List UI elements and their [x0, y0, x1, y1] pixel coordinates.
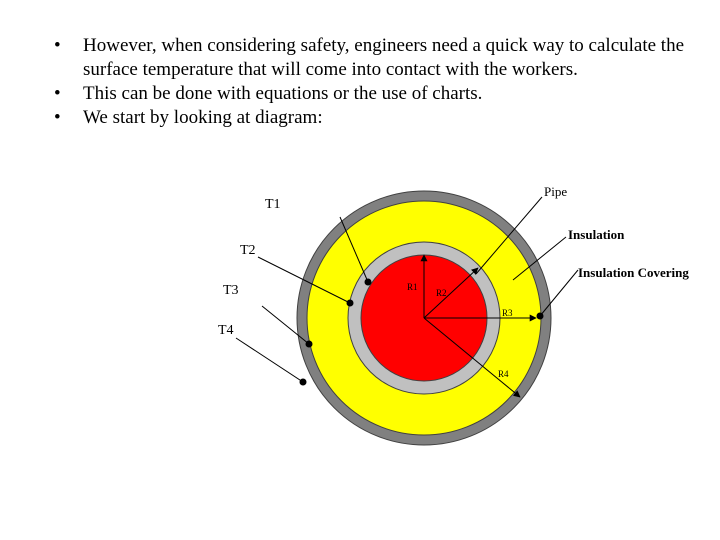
bullet-symbol: • — [54, 107, 61, 128]
bullet-text: We start by looking at diagram: — [83, 107, 323, 128]
label-r2: R2 — [436, 288, 447, 298]
label-t4: T4 — [218, 323, 234, 338]
label-insulation: Insulation — [568, 227, 625, 242]
label-t2: T2 — [240, 243, 256, 258]
bullet-text: This can be done with equations or the use of charts. — [83, 83, 483, 104]
bullet-symbol: • — [54, 35, 61, 56]
label-pipe: Pipe — [544, 184, 568, 199]
point-t2 — [347, 300, 354, 307]
label-r4: R4 — [498, 369, 509, 379]
point-r3 — [537, 313, 544, 320]
label-t1: T1 — [265, 197, 281, 212]
point-t1 — [365, 279, 372, 286]
label-t3: T3 — [223, 283, 239, 298]
label-r1: R1 — [407, 282, 418, 292]
point-t4 — [300, 379, 307, 386]
bullet-text: However, when considering safety, engineers need a quick way to calculate the surface temperature that will come into contact with the workers. — [83, 35, 685, 80]
bullet-symbol: • — [54, 83, 61, 104]
point-t3 — [306, 341, 313, 348]
label-insulation-covering: Insulation Covering — [578, 265, 689, 280]
label-r3: R3 — [502, 308, 513, 318]
leader-line-t4 — [236, 338, 303, 382]
